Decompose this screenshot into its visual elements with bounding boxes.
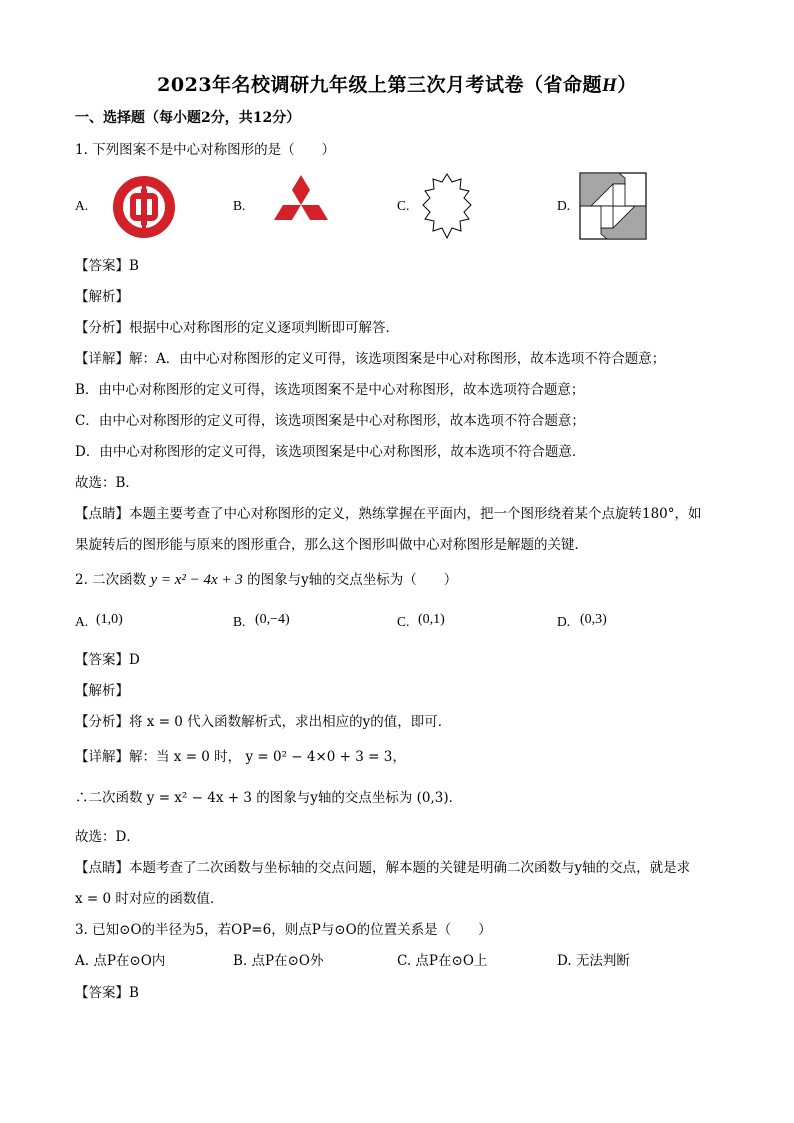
- q1-option-b-label: B.: [233, 198, 246, 213]
- q2-option-c-label: C.: [397, 614, 410, 629]
- q2-option-b-label: B.: [233, 614, 246, 629]
- q2-choice: 故选：D．: [75, 829, 140, 845]
- q1-fenxi: 【分析】根据中心对称图形的定义逐项判断即可解答．: [75, 320, 399, 336]
- q2-option-d-label: D.: [557, 614, 571, 629]
- title-text: 2023年名校调研九年级上第三次月考试卷（省命题: [157, 74, 603, 96]
- q3-option-a: A. 点P在⊙O内: [75, 953, 166, 969]
- q3-answer: 【答案】B: [75, 985, 139, 1001]
- q1-option-c-analysis: C．由中心对称图形的定义可得，该选项图案是中心对称图形，故本选项不符合题意；: [75, 413, 585, 429]
- q1-dianjing-1: 【点睛】本题主要考查了中心对称图形的定义，熟练掌握在平面内，把一个图形绕着某个点旋转180°，如: [75, 506, 702, 522]
- q2-dianjing-2: x = 0 时对应的函数值．: [75, 891, 224, 907]
- q1-jiexi: 【解析】: [75, 289, 129, 305]
- title-close: ）: [617, 74, 637, 96]
- q1-option-b-analysis: B．由中心对称图形的定义可得，该选项图案不是中心对称图形，故本选项符合题意；: [75, 382, 585, 398]
- q2-formula: y = x² − 4x + 3: [150, 572, 243, 588]
- q1-dianjing-2: 果旋转后的图形能与原来的图形重合，那么这个图形叫做中心对称图形是解题的关键．: [75, 537, 588, 553]
- q2-therefore: ∴二次函数 y = x² − 4x + 3 的图象与y轴的交点坐标为 (0,3)．: [75, 790, 463, 806]
- q3-option-c: C. 点P在⊙O上: [397, 953, 488, 969]
- q2-dianjing-1: 【点睛】本题考查了二次函数与坐标轴的交点问题，解本题的关键是明确二次函数与y轴的交点，就是求: [75, 860, 691, 876]
- q2-xiangjie: 【详解】解：当 x = 0 时， y = 0² − 4×0 + 3 = 3，: [75, 749, 406, 765]
- q2-jiexi: 【解析】: [75, 683, 129, 699]
- q1-option-d-analysis: D．由中心对称图形的定义可得，该选项图案是中心对称图形，故本选项不符合题意．: [75, 444, 586, 460]
- q1-option-c-label: C.: [397, 198, 410, 213]
- section-heading: 一、选择题（每小题2分，共12分）: [75, 110, 301, 126]
- q2-stem-post: 的图象与y轴的交点坐标为（ ）: [247, 572, 458, 588]
- q1-answer: 【答案】B: [75, 258, 139, 274]
- q2-option-c-value: (0,1): [418, 612, 445, 627]
- q3-option-b: B. 点P在⊙O外: [233, 953, 324, 969]
- q3-stem: 3. 已知⊙O的半径为5，若OP=6，则点P与⊙O的位置关系是（ ）: [75, 922, 492, 938]
- q1-xiangjie: 【详解】解：A．由中心对称图形的定义可得，该选项图案是中心对称图形，故本选项不符合题意；: [75, 351, 666, 367]
- q1-stem: 1. 下列图案不是中心对称图形的是（ ）: [75, 142, 336, 158]
- q2-option-d-value: (0,3): [580, 612, 607, 627]
- q2-option-a-label: A.: [75, 614, 89, 629]
- bank-logo-figure: [112, 175, 176, 239]
- q2-fenxi: 【分析】将 x = 0 代入函数解析式，求出相应的y的值，即可．: [75, 714, 452, 730]
- q1-option-d-label: D.: [557, 198, 571, 213]
- q3-option-d: D. 无法判断: [557, 953, 630, 969]
- q1-choice: 故选：B．: [75, 475, 139, 491]
- page-title: [0, 70, 794, 97]
- q2-option-a-value: (1,0): [96, 612, 123, 627]
- q2-option-b-value: (0,−4): [255, 612, 290, 627]
- q2-stem: [75, 570, 457, 590]
- q1-option-a-label: A.: [75, 198, 89, 213]
- q2-stem-pre: 2. 二次函数: [75, 572, 147, 588]
- three-diamonds-figure: [266, 174, 336, 236]
- square-rotation-figure: [579, 172, 647, 240]
- title-italic: H: [602, 75, 618, 96]
- snowflake-outline-figure: [414, 172, 480, 240]
- q2-answer: 【答案】D: [75, 652, 140, 668]
